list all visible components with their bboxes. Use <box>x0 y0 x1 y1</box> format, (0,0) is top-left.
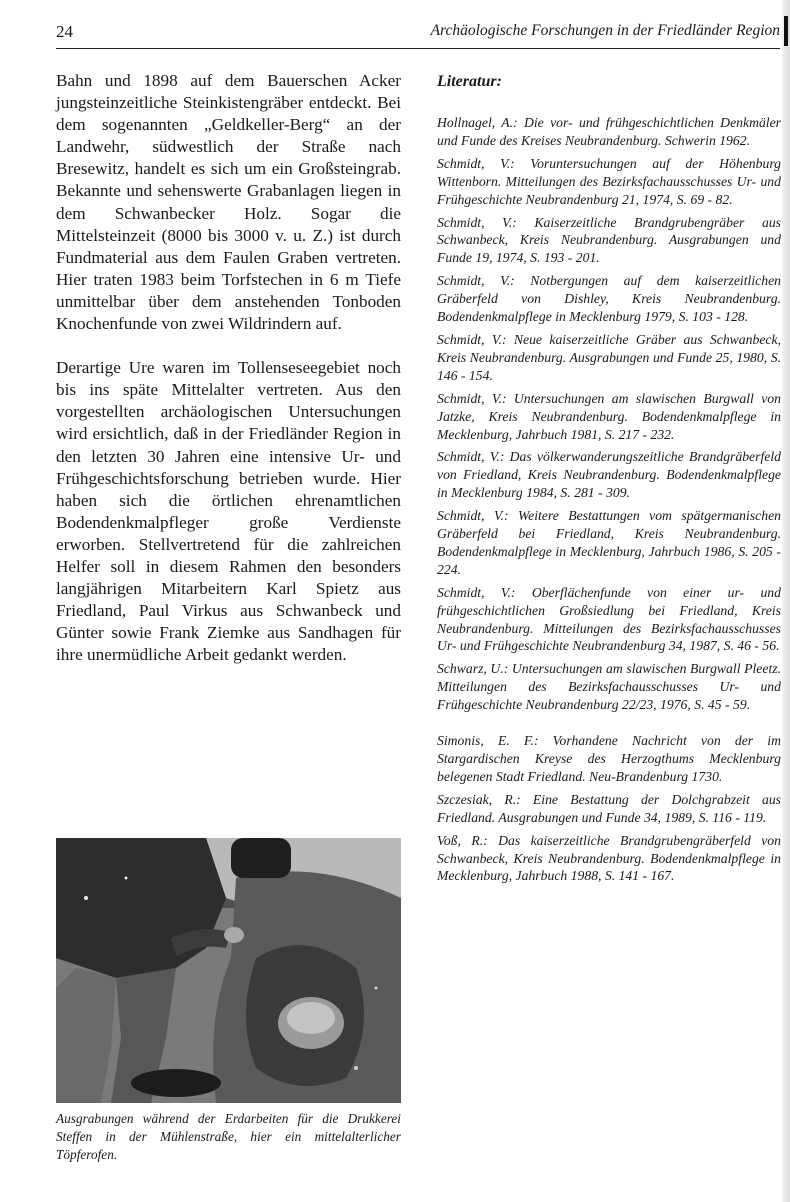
literature-heading: Literatur: <box>437 73 502 90</box>
literature-entry: Hollnagel, A.: Die vor- und frühgeschichtlichen Denkmäler und Funde des Kreises Neubrandenburg. Schwerin 1962. <box>437 115 781 148</box>
excavation-photo <box>56 838 401 1103</box>
literature-entry: Schmidt, V.: Neue kaiserzeitliche Gräber aus Schwanbeck, Kreis Neubrandenburg. Ausgrabungen und Funde 25, 1980, S. 146 - 154. <box>437 331 781 383</box>
literature-entry: Schmidt, V.: Voruntersuchungen auf der Höhenburg Wittenborn. Mitteilungen des Bezirksfachausschusses Ur- und Frühgeschichte Neubrandenburg 21, 1974, S. 69 - 82. <box>437 155 781 207</box>
page-number: 24 <box>56 22 73 41</box>
body-column <box>56 70 401 666</box>
literature-list <box>437 114 781 885</box>
body-paragraph-1: Bahn und 1898 auf dem Bauerschen Acker jungsteinzeitliche Steinkistengräber entdeckt. Bei dem sogenannten „Geldkeller-Berg“ an der Landwehr, südwestlich der Straße nach Bresewitz, handelt es sich um ein Großsteingrab. Bekannte und sehenswerte Grabanlagen liegen in dem Schwanbecker Holz. Sogar die Mittelsteinzeit (8000 bis 3000 v. u. Z.) ist durch Fundmaterial aus dem Faulen Graben vertreten. Hier traten 1983 beim Torfstechen in 6 m Tiefe unmittelbar über dem anstehenden Tonboden Knochenfunde von zwei Wildrindern auf. <box>56 71 401 334</box>
literature-entry: Schmidt, V.: Kaiserzeitliche Brandgrubengräber aus Schwanbeck, Kreis Neubrandenburg. Ausgrabungen und Funde 19, 1974, S. 193 - 201. <box>437 214 781 266</box>
body-paragraph-2: Derartige Ure waren im Tollenseseegebiet noch bis ins späte Mittelalter vertreten. Aus den vorgestellten archäologischen Untersuchungen wird ersichtlich, daß in der Friedländer Region in den letzten 30 Jahren eine intensive Ur- und Frühgeschichtsforschung betrieben wurde. Hier haben sich die örtlichen ehrenamtlichen Bodendenkmalpfleger große Verdienste erworben. Stellvertretend für die zahlreichen Helfer soll in diesem Rahmen den besonders langjährigen Mitarbeitern Karl Spietz aus Friedland, Paul Virkus aus Schwanbeck und Günter sowie Frank Ziemke aus Sandhagen für ihre unermüdliche Arbeit gedankt werden. <box>56 358 401 665</box>
page-header <box>56 22 780 49</box>
scan-edge <box>782 0 790 1202</box>
literature-entry: Schmidt, V.: Oberflächenfunde von einer ur- und frühgeschichtlichen Großsiedlung bei Friedland, Kreis Neubrandenburg. Mitteilungen des Bezirksfachausschusses Ur- und Frühgeschichte Neubrandenburg 34, 1987, S. 46 - 56. <box>437 584 781 654</box>
literature-entry: Szczesiak, R.: Eine Bestattung der Dolchgrabzeit aus Friedland. Ausgrabungen und Funde 34, 1989, S. 116 - 119. <box>437 791 781 825</box>
literature-entry: Voß, R.: Das kaiserzeitliche Brandgrubengräberfeld von Schwanbeck, Kreis Neubrandenburg. Bodendenkmalpflege in Mecklenburg, Jahrbuch 1988, S. 141 - 167. <box>437 832 781 884</box>
literature-entry: Schmidt, V.: Das völkerwanderungszeitliche Brandgräberfeld von Friedland, Kreis Neubrandenburg. Bodendenkmalpflege in Mecklenburg 1984, S. 281 - 309. <box>437 449 781 501</box>
literature-column <box>437 73 781 890</box>
literature-entry: Simonis, E. F.: Vorhandene Nachricht von der im Stargardischen Kreyse des Herzogthums Mecklenburg belegenen Stadt Friedland. Neu-Brandenburg 1730. <box>437 733 781 784</box>
literature-entry: Schwarz, U.: Untersuchungen am slawischen Burgwall Pleetz. Mitteilungen des Bezirksfachausschusses Ur- und Frühgeschichte Neubrandenburg 22/23, 1976, S. 45 - 59. <box>437 661 781 713</box>
literature-entry: Schmidt, V.: Notbergungen auf dem kaiserzeitlichen Gräberfeld von Dishley, Kreis Neubrandenburg. Bodendenkmalpflege in Mecklenburg 1979, S. 103 - 128. <box>437 273 781 325</box>
excavation-photo-image <box>56 838 401 1103</box>
running-title: Archäologische Forschungen in der Friedländer Region <box>430 22 780 39</box>
photo-caption: Ausgrabungen während der Erdarbeiten für die Drukkerei Steffen in der Mühlenstraße, hier ein mittelalterlicher Töpferofen. <box>56 1111 401 1162</box>
literature-entry: Schmidt, V.: Untersuchungen am slawischen Burgwall von Jatzke, Kreis Neubrandenburg. Bodendenkmalpflege in Mecklenburg, Jahrbuch 1981, S. 217 - 232. <box>437 390 781 442</box>
scan-edge-mark <box>784 16 788 46</box>
literature-entry: Schmidt, V.: Weitere Bestattungen vom spätgermanischen Gräberfeld bei Friedland, Kreis Neubrandenburg. Bodendenkmalpflege in Mecklenburg, Jahrbuch 1986, S. 205 - 224. <box>437 508 781 577</box>
